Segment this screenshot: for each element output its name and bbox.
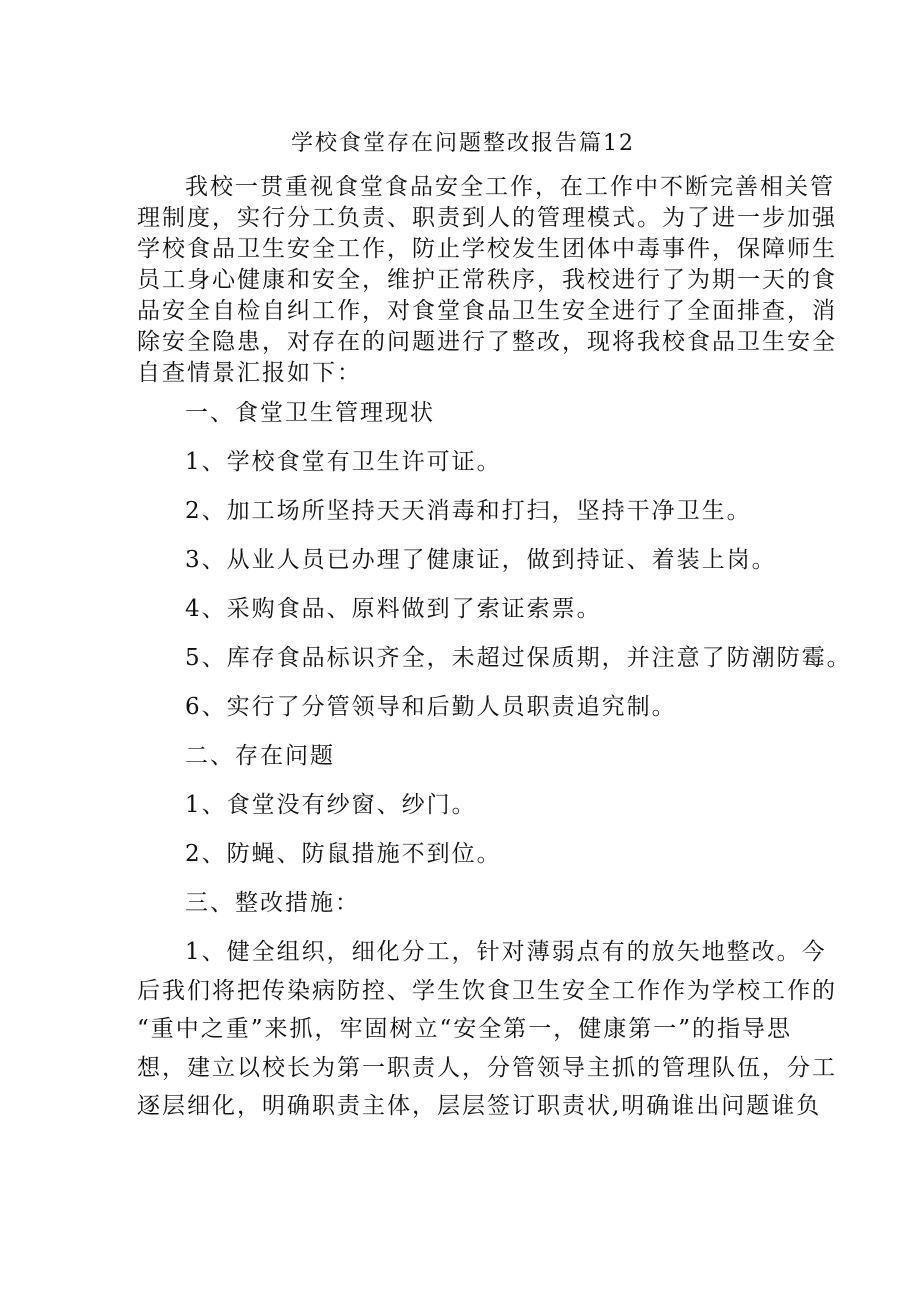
section-heading-1: 一、食堂卫生管理现状 [185,400,435,426]
text-line: 我校一贯重视食堂食品安全工作，在工作中不断完善相关管 [185,174,835,200]
list-item: 5、库存食品标识齐全，未超过保质期，并注意了防潮防霉。 [185,645,852,671]
list-item: 3、从业人员已办理了健康证，做到持证、着装上岗。 [185,547,777,573]
list-item: 4、采购食品、原料做到了索证索票。 [185,596,602,622]
intro-paragraph [137,172,837,389]
text-line: 逐层细化，明确职责主体，层层签订职责状,明确谁出问题谁负 [137,1093,822,1119]
text-line: 后我们将把传染病防控、学生饮食卫生安全工作作为学校工作的 [137,977,837,1004]
text-line: 品安全自检自纠工作，对食堂食品卫生安全进行了全面排查，消 [137,298,837,324]
text-line: 员工身心健康和安全，维护正常秩序，我校进行了为期一天的食 [137,267,837,293]
text-line: 理制度，实行分工负责、职责到人的管理模式。为了进一步加强 [137,205,837,231]
text-line: 除安全隐患，对存在的问题进行了整改，现将我校食品卫生安全 [137,329,837,355]
list-item: 6、实行了分管领导和后勤人员职责追究制。 [185,694,677,720]
text-line: “重中之重”来抓，牢固树立“安全第一，健康第一”的指导思 [137,1016,793,1042]
list-item: 2、防蝇、防鼠措施不到位。 [185,841,502,867]
list-item: 1、食堂没有纱窗、纱门。 [185,792,477,818]
text-line: 1、健全组织，细化分工，针对薄弱点有的放矢地整改。今 [185,939,827,965]
section-heading-2: 二、存在问题 [185,743,335,769]
measures-paragraph [137,933,837,1126]
text-line: 自查情景汇报如下： [137,360,362,386]
section-heading-3: 三、整改措施： [185,890,360,916]
text-line: 学校食品卫生安全工作，防止学校发生团体中毒事件，保障师生 [137,236,837,262]
list-item: 2、加工场所坚持天天消毒和打扫，坚持干净卫生。 [185,498,752,524]
list-item: 1、学校食堂有卫生许可证。 [185,449,502,475]
document-title: 学校食堂存在问题整改报告篇12 [291,131,635,156]
text-line: 想，建立以校长为第一职责人，分管领导主抓的管理队伍，分工 [137,1054,837,1081]
